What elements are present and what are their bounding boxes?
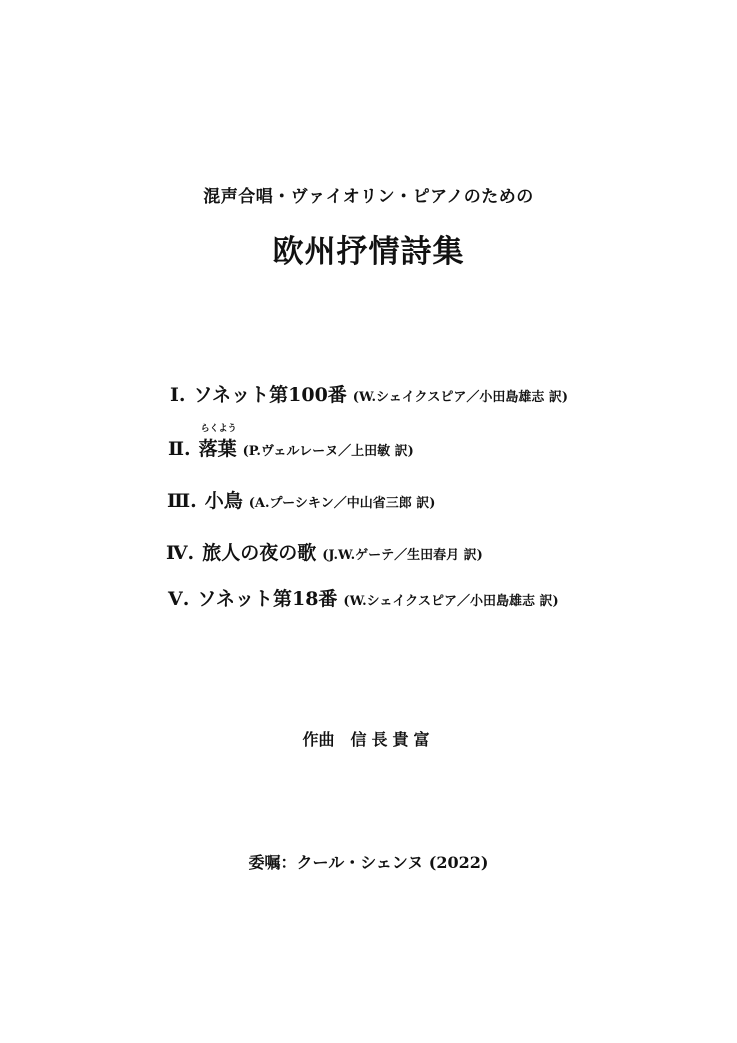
movement-title: ソネット第100番 bbox=[193, 384, 347, 406]
movement-number: Ⅳ. bbox=[166, 542, 195, 564]
movement-title: 旅人の夜の歌 bbox=[202, 542, 317, 564]
composer-label: 作曲 bbox=[302, 730, 335, 749]
movement-number: Ⅱ. bbox=[168, 438, 191, 460]
composer-name: 信長貴富 bbox=[350, 730, 435, 749]
toc-item bbox=[168, 584, 559, 624]
movement-number: Ⅲ. bbox=[167, 490, 197, 512]
ruby-reading: らくよう bbox=[200, 424, 237, 434]
toc-item bbox=[168, 424, 414, 474]
movement-title: 落葉 bbox=[198, 438, 237, 460]
page-title: 欧州抒情詩集 bbox=[272, 234, 465, 270]
movement-number: Ⅰ. bbox=[170, 384, 186, 406]
commission-line: 委嘱：クール・シェンヌ (2022) bbox=[248, 853, 489, 872]
movement-title: ソネット第18番 bbox=[197, 588, 338, 610]
movement-credit: (W.シェイクスピア／小田島雄志 訳) bbox=[352, 390, 569, 405]
movement-credit: (P.ヴェルレーヌ／上田敏 訳) bbox=[242, 444, 414, 459]
movement-credit: (W.シェイクスピア／小田島雄志 訳) bbox=[343, 594, 559, 609]
movement-credit: (J.W.ゲーテ／生田春月 訳) bbox=[322, 548, 483, 563]
toc-item bbox=[170, 380, 568, 420]
subtitle: 混声合唱・ヴァイオリン・ピアノのための bbox=[203, 187, 534, 207]
movement-number: Ⅴ. bbox=[168, 588, 190, 610]
toc-item bbox=[166, 538, 483, 578]
movement-title-with-ruby bbox=[198, 424, 237, 461]
composer-line bbox=[0, 727, 737, 750]
movement-title: 小鳥 bbox=[204, 490, 243, 512]
toc-item bbox=[167, 486, 435, 526]
movement-credit: (A.プーシキン／中山省三郎 訳) bbox=[248, 496, 436, 511]
